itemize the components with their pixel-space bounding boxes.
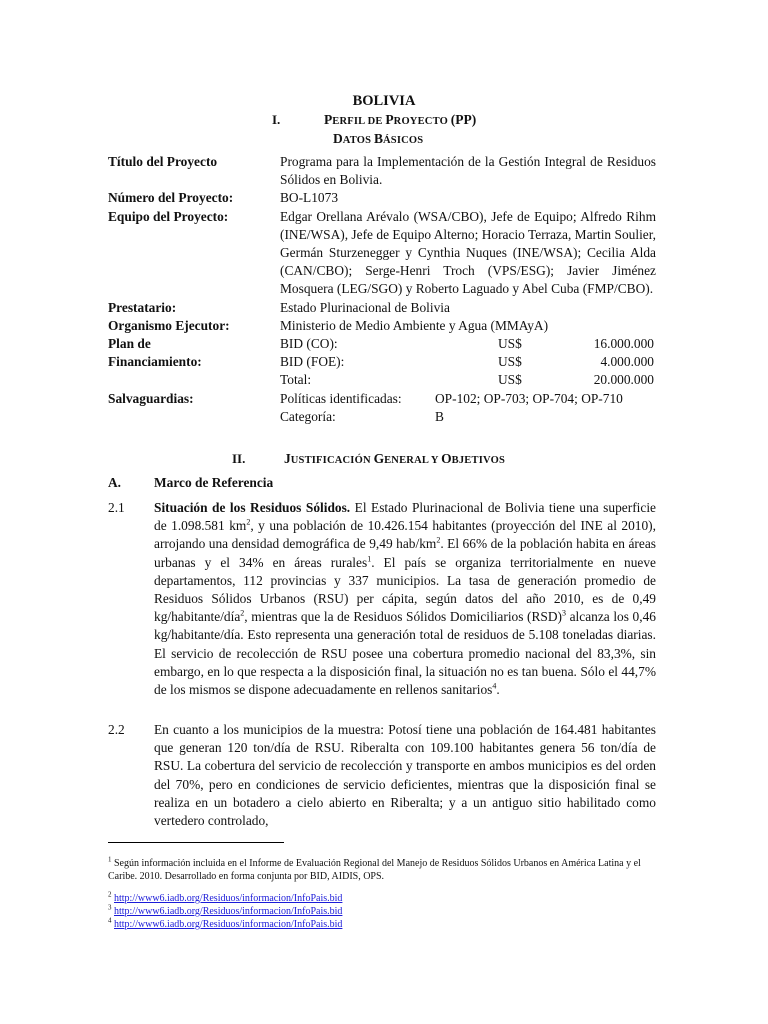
project-info-table (108, 153, 656, 426)
financing-row (280, 353, 656, 371)
sc-rest: ENERAL Y (384, 455, 442, 466)
info-row-safeguards (108, 390, 656, 426)
paragraph-2-2 (108, 721, 656, 830)
project-number-value: BO-L1073 (280, 190, 339, 206)
info-row-borrower (108, 299, 656, 317)
sc-cap: P (385, 112, 394, 127)
safeguards-policies-value: OP-102; OP-703; OP-704; OP-710 (435, 390, 623, 406)
paragraph-lead: Situación de los Residuos Sólidos. (154, 500, 351, 515)
paragraph-number: 2.2 (108, 722, 125, 737)
section-1-title (324, 112, 476, 128)
footnote-link[interactable]: http://www6.iadb.org/Residuos/informacion/InfoPais.bid (114, 893, 343, 904)
footnote-ref[interactable]: 4 (492, 681, 497, 691)
section-2-number: II. (232, 451, 246, 466)
paragraph-text: . El 66% de la población habita en áreas urbanas y el 34% en áreas rurales (154, 536, 656, 570)
info-row-team (108, 208, 656, 299)
footnote-text: Según información incluida en el Informe de Evaluación Regional del Manejo de Residuos Sólidos Urbanos en América Latina y el Caribe. 2010. Desarrollado en forma conjunta por BID, AIDIS, OPS. (108, 858, 641, 882)
sc-cap: P (324, 112, 333, 127)
info-row-title (108, 153, 656, 189)
superscript: 2 (246, 517, 251, 527)
safeguards-table (280, 390, 656, 426)
executor-label: Organismo Ejecutor: (108, 317, 230, 333)
borrower-value: Estado Plurinacional de Bolivia (280, 299, 450, 315)
paragraph-body (154, 499, 656, 699)
footnote-link[interactable]: http://www6.iadb.org/Residuos/informacion/InfoPais.bid (114, 919, 343, 930)
footnote-3 (108, 903, 658, 919)
financing-label-line-2: Financiamiento: (108, 354, 202, 370)
financing-label-line-1: Plan de (108, 336, 151, 352)
financing-amount: 4.000.000 (600, 354, 654, 370)
footnote-mark: 1 (108, 855, 112, 864)
subsection-title: Marco de Referencia (154, 475, 274, 490)
paragraph-number: 2.1 (108, 500, 125, 515)
footnote-4 (108, 916, 658, 932)
paragraph-text: El Estado Plurinacional de Bolivia tiene una superficie de 1.098.581 km (154, 500, 656, 534)
executor-value: Ministerio de Medio Ambiente y Agua (MMAyA) (280, 317, 549, 333)
sc-cap: (PP) (450, 112, 477, 127)
sc-rest: ERFIL DE (332, 116, 386, 127)
footnote-mark: 4 (108, 916, 112, 925)
footnote-mark: 2 (108, 890, 112, 899)
financing-amount: 20.000.000 (593, 372, 654, 388)
footnote-1 (108, 855, 658, 883)
footnote-2 (108, 890, 658, 906)
info-row-financing (108, 335, 656, 390)
paragraph-text: . El país se organiza territorialmente en nueve departamentos, 112 provincias y 337 municipios. La tasa de generación promedio de Residuos Sólidos Urbanos (RSU) per cápita, según datos del año 2010, es de 0,49 kg/habitante/día (154, 554, 656, 625)
financing-source: BID (FOE): (280, 354, 345, 370)
sc-cap: D (333, 131, 343, 146)
paragraph-text: , y una población de 10.426.154 habitantes (proyección del INE al 2010), arrojando una densidad demográfica de 9,49 hab/km (154, 518, 656, 552)
financing-source: BID (CO): (280, 336, 338, 352)
paragraph-text: , mientras que la de Residuos Sólidos Domiciliarios (RSD) (244, 609, 563, 625)
paragraph-text: alcanza los 0,46 kg/habitante/día. Esto representa una generación total de residuos de 5.108 toneladas diarias. El servicio de recolección de RSU posee una cobertura promedio nacional del 83,3%, sin embargo, en lo que respecta a la disposición final, la situación no es tan buena. Sólo el 44,7% de los mismos se dispone adecuadamente en rellenos sanitarios (154, 609, 656, 698)
info-row-number (108, 189, 656, 207)
country-heading: BOLIVIA (352, 93, 416, 109)
paragraph-body: En cuanto a los municipios de la muestra: Potosí tiene una población de 164.481 habitantes que generan 120 ton/día de RSU. Riberalta con 109.100 habitantes genera 56 ton/día de RSU. La cobertura del servicio de recolección y transporte en ambos municipios es del orden del 70%, pero en condiciones de servicio deficientes, mientras que la disposición final se realiza en un botadero a cielo abierto en Riberalta; y a un antiguo sitio habilitado como vertedero controlado, (154, 722, 656, 829)
sc-rest: USTIFICACIÓN (290, 455, 374, 466)
superscript: 2 (436, 535, 441, 545)
project-number-label: Número del Proyecto: (108, 190, 234, 206)
safeguards-category-label: Categoría: (280, 408, 336, 424)
sc-rest: BJETIVOS (451, 455, 505, 466)
financing-currency: US$ (498, 354, 522, 370)
sc-rest: ATOS (342, 135, 374, 146)
section-1-number: I. (272, 112, 281, 127)
paragraph-text: . (496, 682, 500, 698)
safeguards-row (280, 408, 656, 426)
safeguards-row (280, 390, 656, 408)
financing-row (280, 371, 656, 389)
footnote-separator (108, 842, 284, 843)
sc-cap: O (441, 451, 452, 466)
sc-cap: J (284, 451, 291, 466)
footnote-ref[interactable]: 2 (240, 608, 245, 618)
financing-currency: US$ (498, 336, 522, 352)
project-team-label: Equipo del Proyecto: (108, 208, 229, 224)
footnote-mark: 3 (108, 903, 112, 912)
sc-cap: G (373, 451, 385, 466)
section-1-subtitle (333, 131, 423, 147)
footnote-ref[interactable]: 1 (367, 554, 372, 564)
sc-rest: ÁSICOS (383, 135, 424, 146)
financing-label (108, 335, 280, 390)
financing-source: Total: (280, 372, 312, 388)
project-title-label: Título del Proyecto (108, 154, 218, 169)
financing-table (280, 335, 656, 390)
footnote-link[interactable]: http://www6.iadb.org/Residuos/informacion/InfoPais.bid (114, 906, 343, 917)
safeguards-policies-label: Políticas identificadas: (280, 390, 402, 406)
safeguards-label: Salvaguardias: (108, 390, 194, 406)
sc-rest: ROYECTO (393, 116, 451, 127)
financing-currency: US$ (498, 372, 522, 388)
subsection-letter: A. (108, 475, 122, 490)
project-title-value: Programa para la Implementación de la Gestión Integral de Residuos Sólidos en Bolivia. (280, 154, 656, 188)
footnote-ref[interactable]: 3 (562, 608, 567, 618)
paragraph-2-1 (108, 499, 656, 699)
project-team-value: Edgar Orellana Arévalo (WSA/CBO), Jefe de Equipo; Alfredo Rihm (INE/WSA), Jefe de Equipo Alterno; Horacio Terraza, Martin Soulier, Germán Sturzenegger y Cynthia Nuques (INE/WSA); Cecilia Alda (CAN/CBO); Serge-Henri Troch (VPS/ESG); Javier Jiménez Mosquera (LEG/SGO) y Roberto Laguado y Abel Cuba (FMP/CBO). (280, 208, 656, 297)
financing-amount: 16.000.000 (593, 336, 654, 352)
section-2-title (284, 451, 505, 467)
sc-cap: B (374, 131, 384, 146)
safeguards-category-value: B (435, 408, 444, 424)
borrower-label: Prestatario: (108, 299, 177, 315)
financing-row (280, 335, 656, 353)
info-row-executor (108, 317, 656, 335)
